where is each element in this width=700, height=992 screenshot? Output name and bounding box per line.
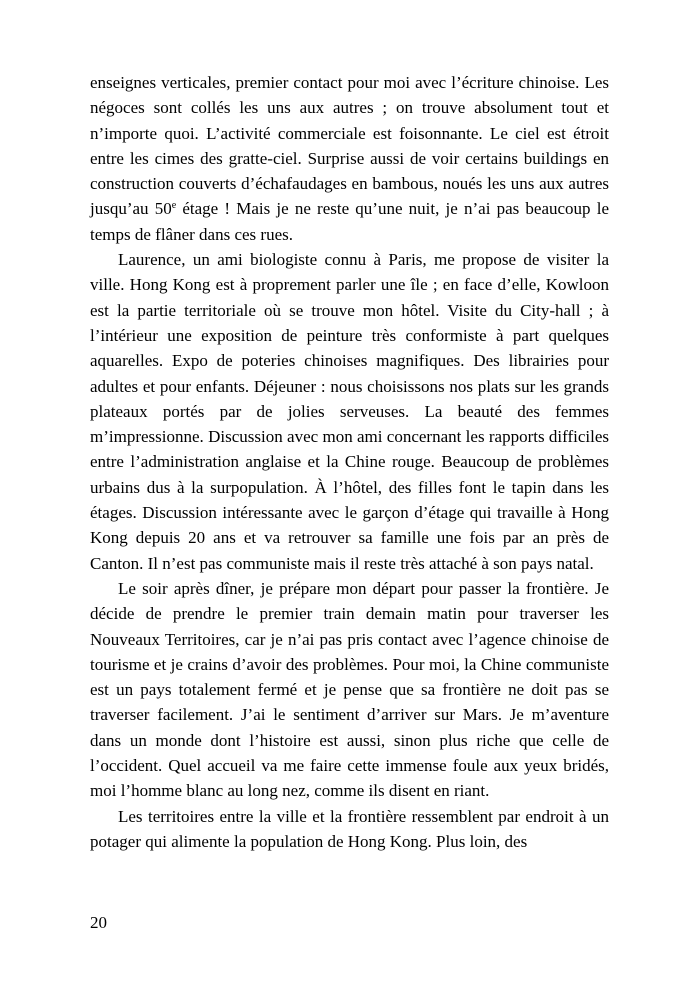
body-text	[90, 70, 609, 854]
paragraph-2: Laurence, un ami biologiste connu à Paris, me propose de visiter la ville. Hong Kong est à proprement parler une île ; en face d’elle, Kowloon est la partie territoriale où se trouve mon hôtel. Visite du City-hall ; à l’intérieur une exposition de peinture très conformiste à part quelques aquarelles. Expo de poteries chinoises magnifiques. Des librairies pour adultes et pour enfants. Déjeuner : nous choisissons nos plats sur les grands plateaux portés par de jolies serveuses. La beauté des femmes m’impressionne. Discussion avec mon ami concernant les rapports difficiles entre l’administration anglaise et la Chine rouge. Beaucoup de problèmes urbains dus à la surpopulation. À l’hôtel, des filles font le tapin dans les étages. Discussion intéressante avec le garçon d’étage qui travaille à Hong Kong depuis 20 ans et va retrouver sa famille une fois par an près de Canton. Il n’est pas communiste mais il reste très attaché à son pays natal.	[90, 250, 609, 573]
superscript-e: e	[171, 200, 177, 212]
paragraph-4: Les territoires entre la ville et la frontière ressemblent par endroit à un potager qui alimente la population de Hong Kong. Plus loin, des	[90, 806, 609, 851]
page-number: 20	[90, 913, 107, 932]
paragraph-1-text-end: étage ! Mais je ne reste qu’une nuit, je n’ai pas beaucoup le temps de flâner dans ces rues.	[90, 199, 609, 244]
paragraph-1-text: enseignes verticales, premier contact pour moi avec l’écriture chinoise. Les négoces sont collés les uns aux autres ; on trouve absolument tout et n’importe quoi. L’activité commerciale est foisonnante. Le ciel est étroit entre les cimes des gratte-ciel. Surprise aussi de voir certains buildings en construction couverts d’échafaudages en bambous, noués les uns aux autres jusqu’au 50	[90, 73, 609, 219]
paragraph-1	[90, 70, 609, 247]
paragraph-3: Le soir après dîner, je prépare mon départ pour passer la frontière. Je décide de prendre le premier train demain matin pour traverser les Nouveaux Territoires, car je n’ai pas pris contact avec l’agence chinoise de tourisme et je crains d’avoir des problèmes. Pour moi, la Chine communiste est un pays totalement fermé et je pense que sa frontière ne doit pas se traverser facilement. J’ai le sentiment d’arriver sur Mars. Je m’aventure dans un monde dont l’histoire est aussi, sinon plus riche que celle de l’occident. Quel accueil va me faire cette immense foule aux yeux bridés, moi l’homme blanc au long nez, comme ils disent en riant.	[90, 578, 609, 801]
